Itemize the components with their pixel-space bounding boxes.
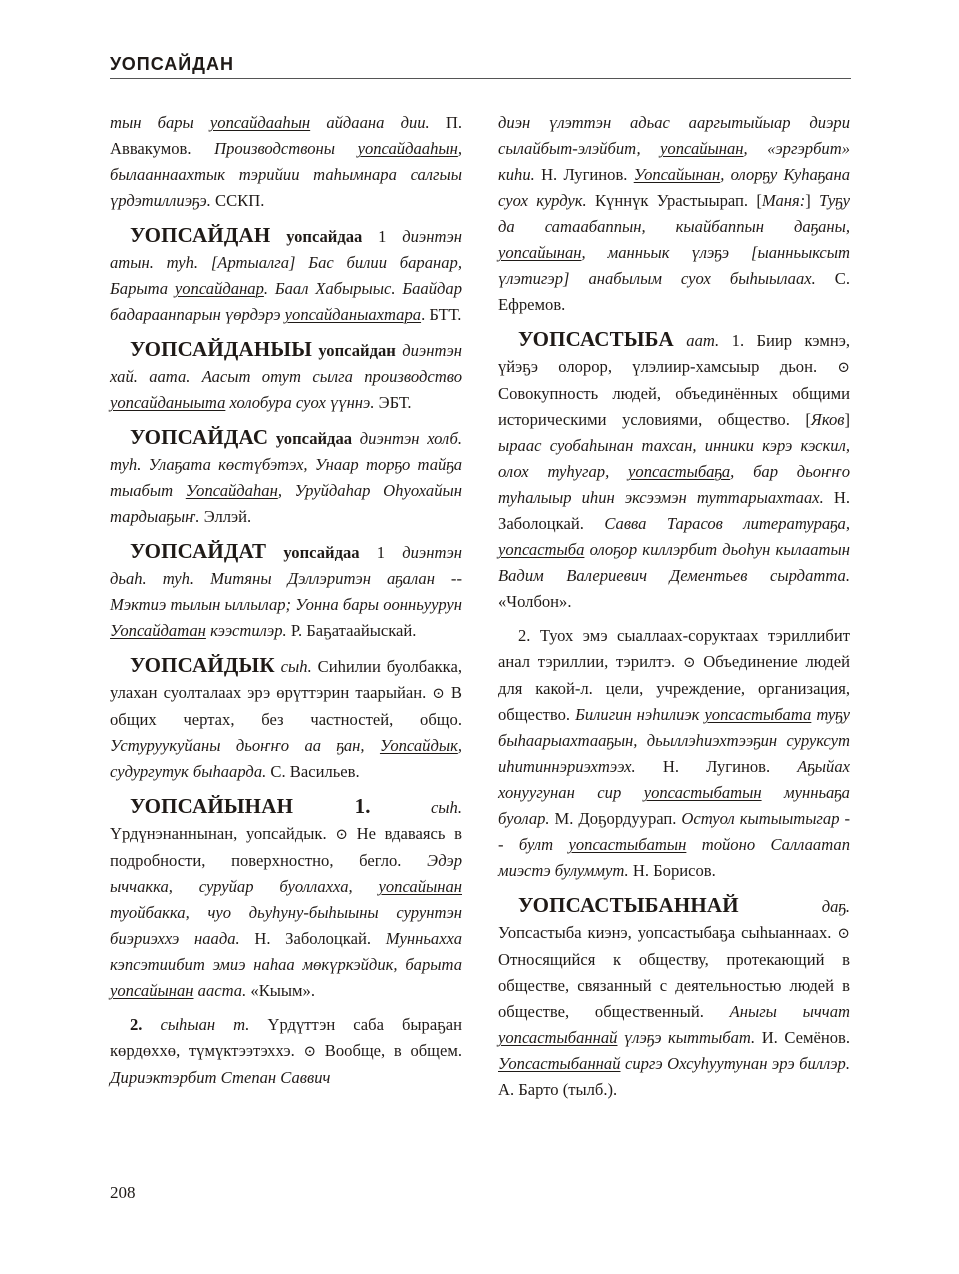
keyword-example: уопсайданар	[174, 279, 264, 298]
entry-text: кээстилэр.	[205, 621, 287, 640]
headword: УОПСАЙЫНАН 1.	[130, 794, 371, 818]
circle-dot-icon: ⊙	[335, 827, 348, 843]
root-word: уопсайдаа	[283, 543, 360, 562]
keyword-example: уопсастыбатын	[568, 835, 687, 854]
sense-number: 2.	[130, 1015, 143, 1034]
keyword-example: уопсастыбатын	[643, 783, 762, 802]
source-citation: Эллэй.	[199, 507, 252, 526]
definition-russian: В общих чертах, без частностей, общо.	[110, 683, 462, 729]
circle-dot-icon: ⊙	[837, 926, 850, 942]
keyword-example: Уопсайдатан	[110, 621, 206, 640]
keyword-example: Уопсайдык	[379, 736, 458, 755]
definition-russian: Объединение людей для какой-л. цели, учреждение, организация, общество.	[498, 652, 850, 724]
entry-text: Аҕыйах хонуугунан сир	[498, 757, 850, 802]
keyword-example: уопсайынан	[110, 981, 194, 1000]
entry	[110, 793, 462, 1004]
source-citation: С. Васильев.	[266, 762, 360, 781]
entry-text: Устуруукуйаны дьоҥҥо аа ҕан,	[110, 736, 380, 755]
source-citation: ССКП.	[210, 191, 265, 210]
keyword-example: уопсайдааhын	[209, 113, 311, 132]
entry-text: Аныгы ыччат	[729, 1002, 850, 1021]
entry	[498, 892, 850, 1103]
keyword-example: Уопсайынан	[633, 165, 721, 184]
entry-text: диэнтэн холб. туh. Улаҕата көстүбэтэх, Унаар торҕо тайҕа тыабыт	[110, 429, 462, 500]
entry	[110, 538, 462, 644]
source-citation: П. Аввакумов.	[110, 113, 462, 158]
entry-text: Остуол кытыытыгар -- булт	[498, 809, 850, 854]
entry-text: диэнтэн хай. аата. Аасыт отут сылга производство	[110, 341, 462, 386]
keyword-example: уопсайдааhын	[357, 139, 458, 158]
entry-text: , манньык үлэҕэ [ыанньыксыт үлэтигэр] анабылым суох быhыылаах.	[498, 243, 850, 288]
part-of-speech: сыh.	[280, 657, 312, 676]
circle-dot-icon: ⊙	[682, 655, 696, 671]
circle-dot-icon: ⊙	[303, 1044, 317, 1060]
headword: УОПСАЙДЫК	[130, 653, 275, 677]
keyword-example: уопсайданыыта	[110, 393, 226, 412]
sense-number: 1	[359, 543, 403, 562]
entry-text: Дириэктэрбит Степан Саввич	[110, 1068, 331, 1087]
headword: УОПСАСТЫБАННАЙ	[518, 893, 739, 917]
entry	[110, 424, 462, 530]
root-word: уопсайдан	[318, 341, 396, 360]
entry	[110, 222, 462, 328]
bracket: ]	[805, 191, 820, 210]
part-of-speech: сыhыан т.	[142, 1015, 250, 1034]
right-column	[498, 110, 850, 1111]
definition-russian: Не вдаваясь в подробности, поверхностно, бегло.	[110, 824, 462, 870]
source-citation: Н. Заболоцкай.	[239, 929, 386, 948]
source-citation: . БТТ.	[421, 305, 462, 324]
definition-russian: Относящийся к обществу, протекающий в обществе, связанный с деятельностью людей в обществе, общественный.	[498, 950, 850, 1021]
speaker-name: Маня:	[761, 191, 806, 210]
source-citation: Н. Борисов.	[628, 861, 716, 880]
keyword-example: Уопсастыбаннай	[498, 1054, 621, 1073]
keyword-example: уопсастыбаҕа	[628, 462, 731, 481]
entry-text: , судургутук быhаарда.	[110, 736, 462, 781]
source-citation: Н. Лугинов.	[635, 757, 798, 776]
entry	[498, 326, 850, 615]
entry-text: ыраас суобаhынан тахсан, инники кэрэ кэскил, олох туhугар,	[498, 436, 850, 481]
header-rule	[110, 78, 851, 79]
keyword-example: уопсастыбаннай	[498, 1028, 618, 1047]
definition-russian: Совокупность людей, объединённых общими историческими условиями, общество. [	[498, 384, 850, 429]
entry-text: олоҕор киллэрбит дьоhун кылаатын Вадим Валериевич Дементьев сырдатта.	[498, 540, 850, 585]
keyword-example: уопсайынан	[378, 877, 462, 896]
source-citation: Н. Заболоцкай.	[498, 488, 851, 533]
source-citation: Н. Лугинов.	[534, 165, 634, 184]
keyword-example: уопсайынан	[498, 243, 582, 262]
headword: УОПСАЙДАС	[130, 425, 269, 449]
definition-sakha: Үрдүттэн саба быраҕан көрдөххө, түмүктээтэххэ.	[110, 1015, 462, 1060]
entry	[110, 1012, 462, 1091]
entry-continuation	[110, 110, 462, 214]
source-citation: Күннүк Урастыырап. [	[586, 191, 762, 210]
entry-text: Билигин нэhилиэк	[575, 705, 705, 724]
entry-text: . Баал Хабырыыс. Баайдар бадараанпарын үөрдэрэ	[110, 279, 462, 324]
definition-russian: Вообще, в общем.	[316, 1041, 462, 1060]
entry-text: сиргэ Охсуhуутунан эрэ биллэр.	[620, 1054, 850, 1073]
headword: УОПСАСТЫБА	[518, 327, 674, 351]
entry-text: тын бары	[110, 113, 210, 132]
entry-text: , бар дьоҥҥо туhалыыр иhин эксээмэн туттарыахтаах.	[498, 462, 850, 507]
source-citation: И. Семёнов.	[755, 1028, 850, 1047]
definition-sakha: 2. Туох эмэ сыаллаах-соруктаах тэриллибит анал тэриллии, тэрилтэ.	[498, 626, 850, 671]
running-head: УОПСАЙДАН	[110, 54, 234, 74]
circle-dot-icon: ⊙	[432, 686, 445, 702]
source-citation: ЭБТ.	[374, 393, 412, 412]
entry-text: , Уруйдаhар Оhуохайын тардыаҕыҥ.	[110, 481, 462, 526]
entry-text: , былааннаахтык тэрийии таhымнара салгыы үрдэтиллиэҕэ.	[110, 139, 462, 210]
headword: УОПСАЙДАТ	[130, 539, 267, 563]
entry-continuation	[498, 110, 850, 318]
entry-text: тойоно Саллаатап миэстэ булуммут.	[498, 835, 850, 880]
definition-sakha: Уопсастыба киэнэ, уопсастыбаҕа сыhыаннаах.	[498, 923, 838, 942]
entry-text: мунньаҕа буолар.	[498, 783, 850, 828]
definition-sakha: Сиhилии буолбакка, улахан суолталаах эрэ өрүттэрин таарыйан.	[110, 657, 462, 702]
entry-text: үлэҕэ кыттыбат.	[617, 1028, 756, 1047]
source-citation: «Чолбон».	[498, 592, 572, 611]
keyword-example: уопсастыбата	[704, 705, 812, 724]
part-of-speech: аат.	[686, 331, 720, 350]
entry-text: Производствоны	[214, 139, 358, 158]
entry	[498, 623, 850, 884]
entry	[110, 652, 462, 785]
definition-sakha: Үрдүнэнаннынан, уопсайдык.	[110, 824, 336, 843]
keyword-example: уопсастыба	[498, 540, 585, 559]
entry	[110, 336, 462, 416]
entry-text: Туҕу да сатаабаппын, кыайбаппын даҕаны,	[498, 191, 850, 236]
entry-text: туойбакка, чуо дьуhуну-быhыыны сурунтэн биэриэххэ наада.	[110, 903, 462, 948]
page-number: 208	[110, 1183, 136, 1202]
entry-text: диэн үлэттэн адьас ааргытыйыар диэри сылайбыт-элэйбит,	[498, 113, 850, 158]
root-word: уопсайдаа	[275, 429, 353, 448]
entry-text: диэнтэн атын. туh. [Артыалга] Бас билии баранар, Барыта	[110, 227, 463, 298]
entry-text: ааста.	[193, 981, 247, 1000]
root-word: уопсайдаа	[286, 227, 363, 246]
speaker-name: Яков	[810, 410, 845, 429]
bracket: ]	[844, 410, 850, 429]
keyword-example: уопсайынан	[660, 139, 744, 158]
source-citation: М. Доҕордуурап.	[549, 809, 682, 828]
definition-sakha: 1. Биир кэмнэ, үйэҕэ олорор, үлэлиир-хамсыыр дьон.	[498, 331, 850, 376]
entry-text: Эдэр ыччакка, суруйар буоллахха,	[110, 851, 462, 896]
source-citation: Р. Баҕатаайыскай.	[286, 621, 417, 640]
entry-text: , «эргэрбит» киhи.	[498, 139, 850, 184]
keyword-example: Уопсайдаhан	[185, 481, 278, 500]
sense-number: 1	[362, 227, 403, 246]
entry-text: туҕу быhаарыахтааҕын, дьыллэhиэхтээҕин суруксут иhитиннэриэхтээх.	[498, 705, 851, 776]
headword: УОПСАЙДАН	[130, 223, 271, 247]
left-column	[110, 110, 462, 1099]
entry-text: холобура суох үүннэ.	[225, 393, 375, 412]
circle-dot-icon: ⊙	[837, 360, 850, 376]
entry-text: , олорҕу Куhаҕана суох курдук.	[498, 165, 850, 210]
entry-text: айдаана дии.	[310, 113, 430, 132]
part-of-speech: даҕ.	[821, 897, 850, 916]
source-citation: «Кыым».	[246, 981, 316, 1000]
entry-text: Савва Тарасов литератураҕа,	[604, 514, 850, 533]
entry-text: Мунньахха кэпсэтиибит эмиэ наhаа мөкүркэйдик, барыта	[110, 929, 462, 974]
headword: УОПСАЙДАНЫЫ	[130, 337, 313, 361]
keyword-example: уопсайданыахтара	[284, 305, 422, 324]
source-citation: А. Барто (тылб.).	[498, 1080, 618, 1099]
source-citation: С. Ефремов.	[498, 269, 850, 314]
part-of-speech: сыh.	[430, 798, 462, 817]
entry-text: диэнтэн дьаh. туh. Митяны Дэллэритэн аҕалан -- Мэктиэ тылын ыллылар; Уонна бары оонньуурун	[110, 543, 463, 614]
